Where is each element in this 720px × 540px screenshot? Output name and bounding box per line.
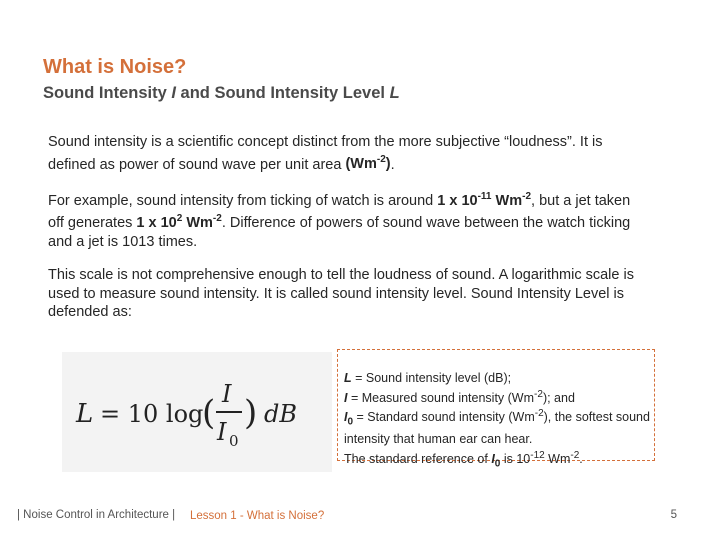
def-ref-end: .	[579, 451, 583, 466]
formula-paren-right: )	[244, 393, 258, 433]
subtitle-symbol-l: L	[389, 84, 400, 102]
p2-value-jet	[136, 215, 221, 231]
def-line-i	[344, 387, 654, 407]
formula-svg	[62, 352, 332, 472]
def-i-sup: -2	[534, 388, 543, 400]
p2-text-2: , but a jet taken off generates	[48, 192, 631, 232]
paragraph-scale: This scale is not comprehensive enough to tell the loudness of sound. A logarithmic scale is used to measure sound intensity. It is called sound intensity level. Sound Intensity Level is defended as:	[48, 267, 634, 320]
slide-subtitle	[43, 84, 400, 103]
formula-l: L	[76, 399, 94, 429]
def-i0-sup: -2	[534, 408, 544, 420]
p2-text-3: . Difference of powers of sound wave between the watch ticking and a jet is 1013 times.	[48, 215, 631, 250]
page-number: 5	[670, 509, 677, 521]
formula-paren-left: (	[202, 393, 216, 433]
p1-unit-close: )	[385, 156, 391, 173]
subtitle-symbol-i: I	[171, 84, 176, 102]
p2-text-1: For example, sound intensity from ticking of watch is around	[48, 192, 438, 209]
subtitle-prefix: Sound Intensity	[43, 84, 172, 102]
p2-v2-unit: Wm	[182, 215, 213, 232]
p1-end: .	[390, 156, 395, 173]
definitions-box	[337, 349, 655, 470]
def-i0-symbol: I	[344, 410, 348, 425]
def-i0-end: ), the softest sound intensity that human ear can hear.	[344, 410, 650, 447]
def-ref-start: The standard reference of	[344, 451, 492, 466]
formula-eq: = 10 log	[100, 400, 204, 428]
p2-v2-unit-sup: -2	[212, 213, 222, 225]
p2-v1-sup: -11	[477, 191, 492, 202]
footer-course: | Noise Control in Architecture |	[17, 509, 176, 521]
def-i-text: = Measured sound intensity (Wm	[347, 390, 535, 405]
def-i-end: ); and	[542, 390, 575, 405]
def-i0-text: = Standard sound intensity (Wm	[353, 410, 535, 425]
p2-v2-sup: 2	[176, 213, 183, 225]
p1-text: Sound intensity is a scientific concept distinct from the more subjective “loudness”. It is defined as power of sound wave per unit area	[48, 134, 603, 173]
def-line-l	[344, 370, 654, 387]
formula-denominator: I	[217, 418, 227, 446]
p2-value-watch	[437, 193, 531, 209]
def-l-symbol: L	[344, 371, 352, 385]
paragraph-definition	[48, 133, 648, 174]
slide-title: What is Noise?	[43, 56, 187, 78]
subtitle-mid: and Sound Intensity Level	[175, 84, 390, 102]
p2-v1-unit: Wm	[491, 192, 523, 209]
footer-lesson: Lesson 1 - What is Noise?	[190, 510, 325, 522]
def-line-reference	[344, 448, 654, 473]
def-i-symbol: I	[344, 390, 348, 405]
def-ref-sup: -12	[530, 449, 545, 461]
formula-unit: dB	[264, 400, 297, 428]
p1-unit	[345, 156, 390, 172]
paragraph-example	[48, 188, 648, 251]
p2-v1-unit-sup: -2	[522, 191, 532, 202]
formula-numerator: I	[222, 380, 232, 408]
formula-image	[62, 352, 332, 472]
formula-denominator-sub: 0	[229, 432, 239, 450]
p1-unit-open: (Wm	[345, 156, 377, 173]
def-l-text: = Sound intensity level (dB);	[351, 371, 512, 385]
p2-v1: 1 x 10	[437, 192, 478, 209]
def-line-i0	[344, 406, 654, 448]
p2-v2: 1 x 10	[136, 215, 177, 232]
def-ref-unit-sup: -2	[570, 449, 580, 461]
def-i0-sub: 0	[347, 416, 354, 428]
p1-unit-sup: -2	[376, 154, 386, 166]
def-ref-sub: 0	[494, 458, 501, 470]
def-ref-mid: is 10	[500, 451, 531, 466]
def-ref-symbol: I	[491, 451, 495, 466]
def-ref-unit: Wm	[544, 451, 571, 466]
